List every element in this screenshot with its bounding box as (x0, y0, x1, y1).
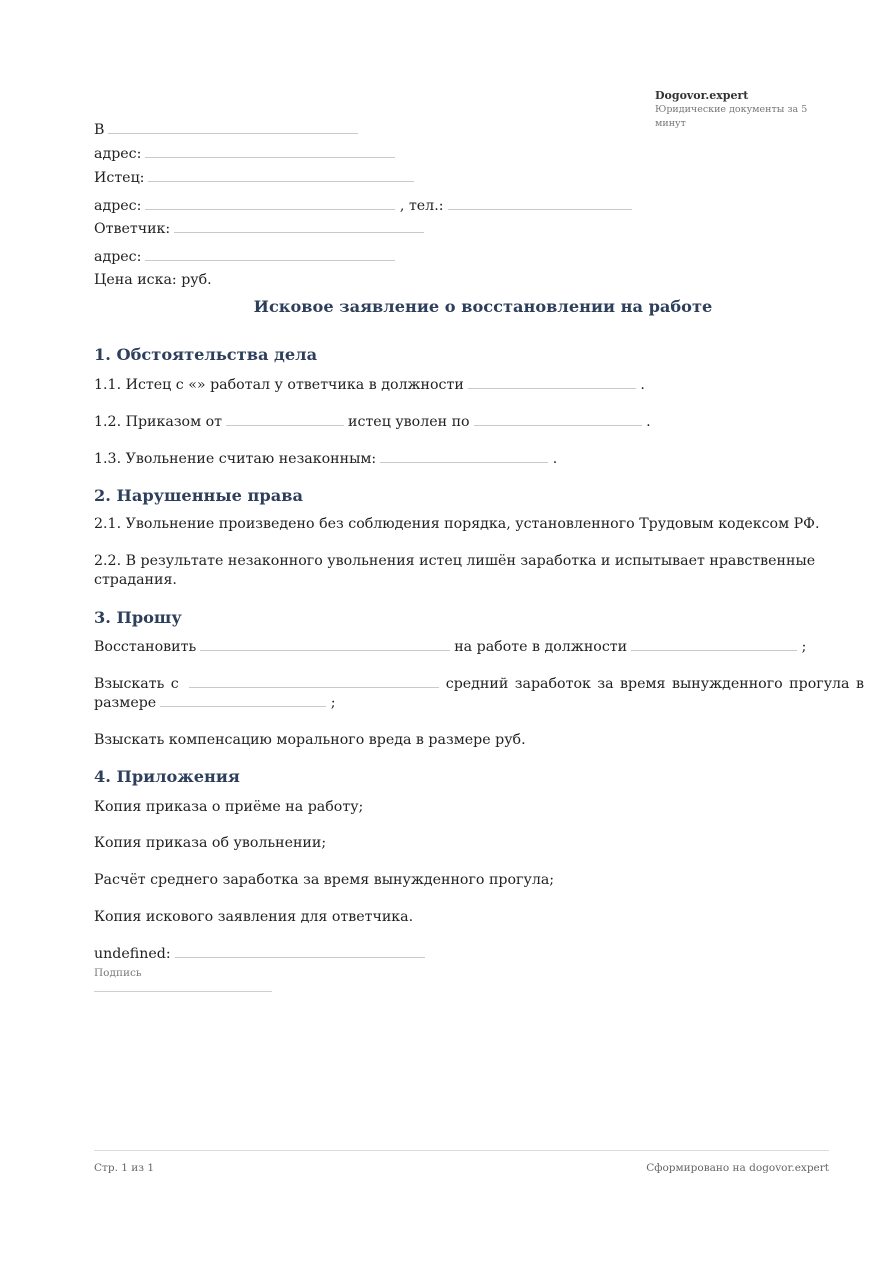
attachment-item: Копия приказа о приёме на работу; (94, 799, 364, 815)
brand-name: Dogovor.expert (655, 89, 749, 102)
paragraph-end: ; (330, 695, 336, 711)
paragraph-text: Восстановить (94, 639, 197, 655)
reason-blank (380, 450, 548, 463)
plaintiff-name-blank (200, 638, 450, 651)
defendant-line (94, 220, 424, 238)
brand-tagline: Юридические документы за 5 минут (655, 104, 808, 129)
paragraph-end: . (640, 377, 645, 393)
section-1-heading: 1. Обстоятельства дела (94, 345, 318, 364)
paragraph-text: истец уволен по (348, 414, 470, 430)
paragraph-end: . (552, 451, 558, 467)
defendant-blank (189, 675, 439, 688)
section-3-heading: 3. Прошу (94, 608, 182, 627)
paragraph-2-2: 2.2. В результате незаконного увольнения истец лишён заработка и испытывает нравственные страдания. (94, 553, 816, 588)
paragraph-1-2 (94, 413, 651, 431)
position-blank (468, 376, 636, 389)
request-recover-line1 (94, 675, 864, 694)
attachment-item: Копия приказа об увольнении; (94, 835, 327, 851)
defendant-label: Ответчик: (94, 221, 171, 237)
paragraph-1-1 (94, 376, 645, 394)
signature-field-blank (175, 945, 425, 958)
paragraph-text: 1.2. Приказом от (94, 414, 223, 430)
defendant-address-line (94, 248, 395, 266)
position-blank (631, 638, 797, 651)
to-blank (108, 121, 358, 134)
address-blank (145, 145, 395, 158)
plaintiff-line (94, 169, 414, 187)
request-moral-damage: Взыскать компенсацию морального вреда в размере руб. (94, 732, 526, 748)
paragraph-2-1: 2.1. Увольнение произведено без соблюдения порядка, установленного Трудовым кодексом РФ. (94, 516, 820, 532)
address-label: адрес: (94, 198, 142, 214)
paragraph-text: 1.3. Увольнение считаю незаконным: (94, 451, 377, 467)
document-title: Исковое заявление о восстановлении на работе (253, 297, 713, 316)
defendant-blank (174, 220, 424, 233)
amount-blank (160, 694, 326, 707)
attachment-item: Копия искового заявления для ответчика. (94, 909, 414, 925)
signature-field (94, 945, 425, 963)
paragraph-end: ; (801, 639, 807, 655)
court-address-line (94, 145, 395, 163)
order-date-blank (226, 413, 344, 426)
paragraph-1-3 (94, 450, 557, 468)
plaintiff-label: Истец: (94, 170, 145, 186)
brand-block (655, 88, 829, 131)
signature-caption: Подпись (94, 967, 142, 979)
paragraph-text: средний заработок за время вынужденного прогула в (445, 676, 864, 692)
paragraph-text: размере (94, 695, 157, 711)
address-label: адрес: (94, 146, 142, 162)
address-label: адрес: (94, 249, 142, 265)
paragraph-text: на работе в должности (454, 639, 628, 655)
signature-field-label: undefined: (94, 946, 171, 962)
attachment-item: Расчёт среднего заработка за время вынужденного прогула; (94, 872, 555, 888)
address-blank (145, 197, 395, 210)
paragraph-end: . (646, 414, 651, 430)
address-blank (145, 248, 395, 261)
section-2-heading: 2. Нарушенные права (94, 486, 303, 505)
to-line (94, 121, 358, 139)
section-4-heading: 4. Приложения (94, 767, 240, 786)
footer-generated: Сформировано на dogovor.expert (646, 1162, 829, 1174)
request-reinstate (94, 638, 806, 656)
paragraph-text: 1.1. Истец с «» работал у ответчика в должности (94, 377, 464, 393)
paragraph-text: Взыскать с (94, 676, 179, 692)
to-label: В (94, 122, 105, 138)
request-recover-line2 (94, 694, 336, 712)
reason-blank (474, 413, 642, 426)
page-number: Стр. 1 из 1 (94, 1162, 155, 1174)
phone-blank (448, 197, 632, 210)
phone-label: , тел.: (399, 198, 444, 214)
plaintiff-blank (148, 169, 414, 182)
plaintiff-address-line (94, 197, 632, 215)
signature-line (94, 991, 272, 992)
claim-price: Цена иска: руб. (94, 272, 212, 288)
footer-divider (94, 1150, 829, 1151)
